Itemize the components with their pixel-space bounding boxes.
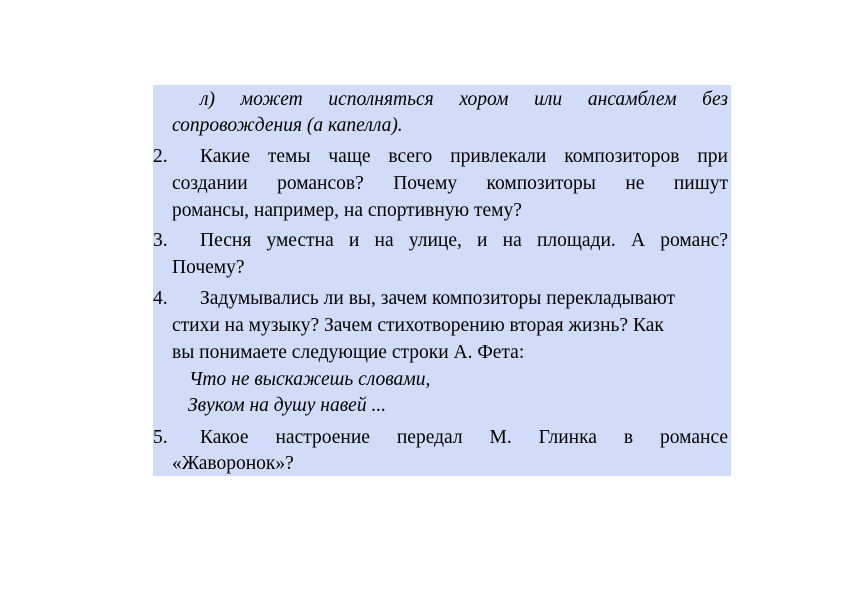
item-4-number: 4. <box>153 288 168 309</box>
question-list-panel <box>153 85 731 476</box>
item-2-line-2-text: создании романсов? Почему композиторы не пишут <box>172 173 728 194</box>
item-3-line-1: Песня уместна и на улице, и на площади. А романс? <box>200 230 728 251</box>
item-4-line-3: вы понимаете следующие строки А. Фета: <box>172 342 525 363</box>
item-2-line-3: романсы, например, на спортивную тему? <box>172 200 522 221</box>
item-5-line-2: «Жаворонок»? <box>172 453 294 474</box>
item-4-line-2: стихи на музыку? Зачем стихотворению вторая жизнь? Как <box>172 315 664 336</box>
item-4-quote-line-2: Звуком на душу навей ... <box>188 395 387 416</box>
item-2-line-1: Какие темы чаще всего привлекали композиторов при <box>200 146 728 167</box>
item-5-number: 5. <box>153 427 168 448</box>
item-4-quote-line-1: Что не выскажешь словами, <box>189 369 431 390</box>
item-5-line-1: Какое настроение передал М. Глинка в романсе <box>200 427 728 448</box>
item-l-line-1: л) может исполняться хором или ансамблем без <box>200 89 728 110</box>
item-2-number: 2. <box>153 146 168 167</box>
item-4-line-1: Задумывались ли вы, зачем композиторы перекладывают <box>200 288 676 309</box>
item-2-line-2 <box>172 173 728 195</box>
item-l-line-2: сопровождения (а капелла). <box>172 115 403 136</box>
item-3-number: 3. <box>153 230 168 251</box>
item-3-line-2: Почему? <box>172 257 245 278</box>
